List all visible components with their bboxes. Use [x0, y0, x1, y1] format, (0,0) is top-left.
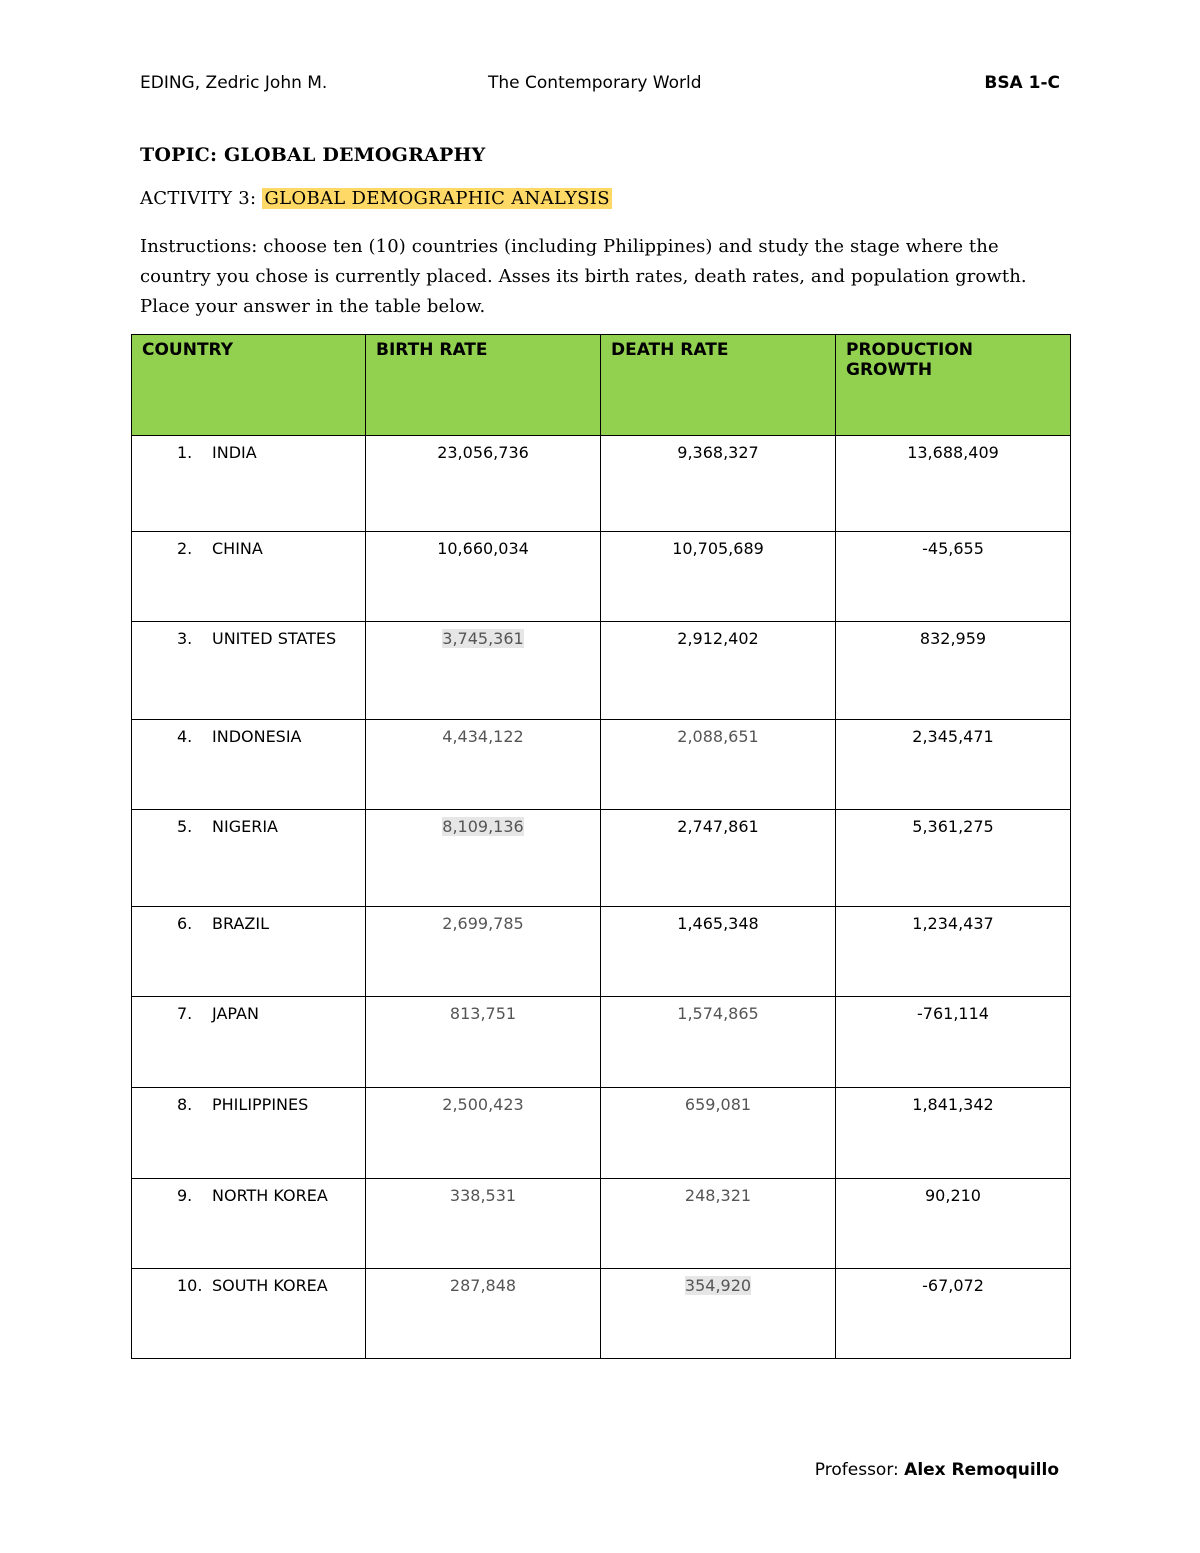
table-row	[132, 907, 1071, 997]
country-cell	[132, 436, 366, 532]
birth-rate-value: 3,745,361	[442, 629, 524, 648]
country-cell	[132, 622, 366, 720]
growth-cell: 1,234,437	[836, 907, 1071, 997]
country-cell	[132, 1269, 366, 1359]
death-rate-cell	[601, 1088, 836, 1179]
birth-rate-cell	[366, 1088, 601, 1179]
death-rate-value: 1,574,865	[677, 1004, 759, 1023]
death-rate-cell: 9,368,327	[601, 436, 836, 532]
activity-title: GLOBAL DEMOGRAPHIC ANALYSIS	[264, 188, 610, 209]
death-rate-cell: 2,747,861	[601, 810, 836, 907]
table-row	[132, 720, 1071, 810]
row-number: 10.	[177, 1276, 203, 1295]
row-number: 2.	[177, 539, 193, 558]
table-row	[132, 532, 1071, 622]
demography-table	[131, 334, 1071, 1359]
row-number: 1.	[177, 443, 193, 462]
growth-cell: 1,841,342	[836, 1088, 1071, 1179]
table-header-row	[132, 335, 1071, 436]
col-header-country: COUNTRY	[132, 335, 366, 436]
death-rate-value: 354,920	[684, 1276, 752, 1295]
birth-rate-cell: 10,660,034	[366, 532, 601, 622]
growth-cell: 2,345,471	[836, 720, 1071, 810]
death-rate-cell	[601, 1179, 836, 1269]
growth-cell: -761,114	[836, 997, 1071, 1088]
birth-rate-value: 8,109,136	[442, 817, 524, 836]
table-row	[132, 1269, 1071, 1359]
birth-rate-cell	[366, 810, 601, 907]
country-name: NIGERIA	[212, 817, 278, 836]
student-name: EDING, Zedric John M.	[140, 73, 328, 93]
death-rate-cell: 10,705,689	[601, 532, 836, 622]
col-header-death-rate: DEATH RATE	[601, 335, 836, 436]
table-row	[132, 436, 1071, 532]
birth-rate-value: 4,434,122	[442, 727, 524, 746]
country-name: SOUTH KOREA	[212, 1276, 328, 1295]
professor-label: Professor:	[814, 1460, 905, 1480]
country-name: PHILIPPINES	[212, 1095, 309, 1114]
country-cell	[132, 1088, 366, 1179]
row-number: 4.	[177, 727, 193, 746]
birth-rate-cell	[366, 1269, 601, 1359]
birth-rate-cell	[366, 997, 601, 1088]
section-label: BSA 1-C	[984, 73, 1060, 93]
topic-heading: TOPIC: GLOBAL DEMOGRAPHY	[140, 144, 486, 166]
death-rate-cell: 2,912,402	[601, 622, 836, 720]
row-number: 7.	[177, 1004, 193, 1023]
activity-heading	[140, 188, 612, 209]
row-number: 9.	[177, 1186, 193, 1205]
country-name: INDONESIA	[212, 727, 302, 746]
country-cell	[132, 1179, 366, 1269]
table-row	[132, 1179, 1071, 1269]
country-name: INDIA	[212, 443, 257, 462]
growth-cell: 13,688,409	[836, 436, 1071, 532]
birth-rate-cell	[366, 720, 601, 810]
professor-name: Alex Remoquillo	[904, 1460, 1059, 1480]
birth-rate-cell	[366, 907, 601, 997]
growth-cell: -45,655	[836, 532, 1071, 622]
table-row	[132, 997, 1071, 1088]
table-row	[132, 810, 1071, 907]
death-rate-cell	[601, 997, 836, 1088]
death-rate-cell: 1,465,348	[601, 907, 836, 997]
country-cell	[132, 997, 366, 1088]
birth-rate-cell: 23,056,736	[366, 436, 601, 532]
birth-rate-value: 2,500,423	[442, 1095, 524, 1114]
row-number: 8.	[177, 1095, 193, 1114]
row-number: 6.	[177, 914, 193, 933]
birth-rate-value: 813,751	[449, 1004, 517, 1023]
birth-rate-value: 2,699,785	[442, 914, 524, 933]
country-name: NORTH KOREA	[212, 1186, 328, 1205]
country-name: CHINA	[212, 539, 263, 558]
country-name: BRAZIL	[212, 914, 269, 933]
instructions-paragraph: Instructions: choose ten (10) countries (including Philippines) and study the stage where the country you chose is currently placed. Asses its birth rates, death rates, and population growth. Place your answer in the table below.	[140, 236, 1027, 317]
country-cell	[132, 810, 366, 907]
growth-cell: -67,072	[836, 1269, 1071, 1359]
death-rate-value: 2,088,651	[677, 727, 759, 746]
country-cell	[132, 720, 366, 810]
growth-cell: 90,210	[836, 1179, 1071, 1269]
activity-prefix: ACTIVITY 3:	[140, 188, 263, 209]
course-title: The Contemporary World	[488, 73, 702, 93]
death-rate-cell	[601, 720, 836, 810]
birth-rate-value: 287,848	[449, 1276, 517, 1295]
death-rate-cell	[601, 1269, 836, 1359]
country-name: UNITED STATES	[212, 629, 337, 648]
col-header-birth-rate: BIRTH RATE	[366, 335, 601, 436]
row-number: 5.	[177, 817, 193, 836]
birth-rate-value: 338,531	[449, 1186, 517, 1205]
professor-line	[815, 1460, 1059, 1480]
death-rate-value: 248,321	[684, 1186, 752, 1205]
table-row	[132, 622, 1071, 720]
growth-cell: 5,361,275	[836, 810, 1071, 907]
row-number: 3.	[177, 629, 193, 648]
country-cell	[132, 532, 366, 622]
col-header-production-growth: PRODUCTION GROWTH	[836, 335, 1071, 436]
table-row	[132, 1088, 1071, 1179]
country-cell	[132, 907, 366, 997]
death-rate-value: 659,081	[684, 1095, 752, 1114]
birth-rate-cell	[366, 1179, 601, 1269]
growth-cell: 832,959	[836, 622, 1071, 720]
country-name: JAPAN	[212, 1004, 259, 1023]
birth-rate-cell	[366, 622, 601, 720]
